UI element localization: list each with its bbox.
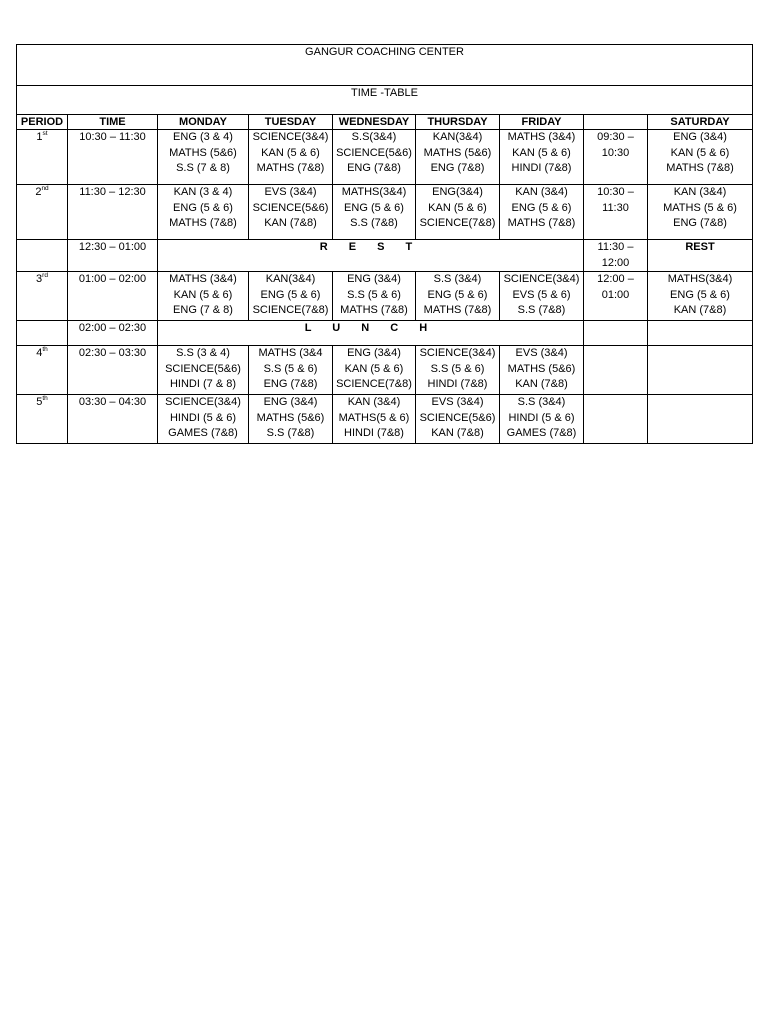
tuesday-cell: MATHS (3&4 S.S (5 & 6) ENG (7&8) xyxy=(249,346,333,395)
saturday-time-cell xyxy=(584,321,648,346)
timetable xyxy=(16,44,753,444)
saturday-cell: ENG (3&4) KAN (5 & 6) MATHS (7&8) xyxy=(648,130,753,185)
header-wednesday: WEDNESDAY xyxy=(333,115,416,130)
saturday-time-cell xyxy=(584,395,648,444)
time-cell: 02:00 – 02:30 xyxy=(68,321,158,346)
header-row xyxy=(17,115,753,130)
friday-cell: S.S (3&4) HINDI (5 & 6) GAMES (7&8) xyxy=(500,395,584,444)
saturday-time-cell: 09:30 – 10:30 xyxy=(584,130,648,185)
header-saturday: SATURDAY xyxy=(648,115,753,130)
friday-cell: SCIENCE(3&4) EVS (5 & 6) S.S (7&8) xyxy=(500,272,584,321)
period-cell xyxy=(17,321,68,346)
tuesday-cell: SCIENCE(3&4) KAN (5 & 6) MATHS (7&8) xyxy=(249,130,333,185)
time-cell: 11:30 – 12:30 xyxy=(68,185,158,240)
saturday-cell: KAN (3&4) MATHS (5 & 6) ENG (7&8) xyxy=(648,185,753,240)
saturday-time-cell xyxy=(584,346,648,395)
wednesday-cell: S.S(3&4) SCIENCE(5&6) ENG (7&8) xyxy=(333,130,416,185)
tuesday-cell: ENG (3&4) MATHS (5&6) S.S (7&8) xyxy=(249,395,333,444)
period-cell: 5th xyxy=(17,395,68,444)
saturday-cell xyxy=(648,321,753,346)
monday-cell: MATHS (3&4) KAN (5 & 6) ENG (7 & 8) xyxy=(158,272,249,321)
table-row xyxy=(17,395,753,444)
wednesday-cell: MATHS(3&4) ENG (5 & 6) S.S (7&8) xyxy=(333,185,416,240)
saturday-time-cell: 11:30 – 12:00 xyxy=(584,240,648,272)
rest-label: R E S T xyxy=(158,240,584,272)
period-cell xyxy=(17,240,68,272)
time-cell: 03:30 – 04:30 xyxy=(68,395,158,444)
header-thursday: THURSDAY xyxy=(416,115,500,130)
thursday-cell: KAN(3&4) MATHS (5&6) ENG (7&8) xyxy=(416,130,500,185)
saturday-cell xyxy=(648,346,753,395)
table-row-rest xyxy=(17,240,753,272)
time-cell: 02:30 – 03:30 xyxy=(68,346,158,395)
page-subtitle: TIME -TABLE xyxy=(17,86,753,115)
table-row xyxy=(17,185,753,240)
period-cell: 3rd xyxy=(17,272,68,321)
header-friday: FRIDAY xyxy=(500,115,584,130)
friday-cell: EVS (3&4) MATHS (5&6) KAN (7&8) xyxy=(500,346,584,395)
header-time: TIME xyxy=(68,115,158,130)
thursday-cell: SCIENCE(3&4) S.S (5 & 6) HINDI (7&8) xyxy=(416,346,500,395)
monday-cell: S.S (3 & 4) SCIENCE(5&6) HINDI (7 & 8) xyxy=(158,346,249,395)
saturday-time-cell: 12:00 – 01:00 xyxy=(584,272,648,321)
period-cell: 4th xyxy=(17,346,68,395)
saturday-cell xyxy=(648,395,753,444)
table-row-lunch xyxy=(17,321,753,346)
wednesday-cell: KAN (3&4) MATHS(5 & 6) HINDI (7&8) xyxy=(333,395,416,444)
tuesday-cell: KAN(3&4) ENG (5 & 6) SCIENCE(7&8) xyxy=(249,272,333,321)
time-cell: 10:30 – 11:30 xyxy=(68,130,158,185)
monday-cell: ENG (3 & 4) MATHS (5&6) S.S (7 & 8) xyxy=(158,130,249,185)
saturday-time-cell: 10:30 – 11:30 xyxy=(584,185,648,240)
thursday-cell: ENG(3&4) KAN (5 & 6) SCIENCE(7&8) xyxy=(416,185,500,240)
friday-cell: MATHS (3&4) KAN (5 & 6) HINDI (7&8) xyxy=(500,130,584,185)
wednesday-cell: ENG (3&4) S.S (5 & 6) MATHS (7&8) xyxy=(333,272,416,321)
header-saturday-time xyxy=(584,115,648,130)
period-cell: 2nd xyxy=(17,185,68,240)
lunch-label: L U N C H xyxy=(158,321,584,346)
table-row xyxy=(17,346,753,395)
tuesday-cell: EVS (3&4) SCIENCE(5&6) KAN (7&8) xyxy=(249,185,333,240)
header-tuesday: TUESDAY xyxy=(249,115,333,130)
thursday-cell: S.S (3&4) ENG (5 & 6) MATHS (7&8) xyxy=(416,272,500,321)
thursday-cell: EVS (3&4) SCIENCE(5&6) KAN (7&8) xyxy=(416,395,500,444)
header-monday: MONDAY xyxy=(158,115,249,130)
time-cell: 01:00 – 02:00 xyxy=(68,272,158,321)
time-cell: 12:30 – 01:00 xyxy=(68,240,158,272)
saturday-rest-label: REST xyxy=(648,240,753,272)
monday-cell: SCIENCE(3&4) HINDI (5 & 6) GAMES (7&8) xyxy=(158,395,249,444)
header-period: PERIOD xyxy=(17,115,68,130)
table-row xyxy=(17,130,753,185)
saturday-cell: MATHS(3&4) ENG (5 & 6) KAN (7&8) xyxy=(648,272,753,321)
friday-cell: KAN (3&4) ENG (5 & 6) MATHS (7&8) xyxy=(500,185,584,240)
page-title: GANGUR COACHING CENTER xyxy=(17,45,753,86)
wednesday-cell: ENG (3&4) KAN (5 & 6) SCIENCE(7&8) xyxy=(333,346,416,395)
monday-cell: KAN (3 & 4) ENG (5 & 6) MATHS (7&8) xyxy=(158,185,249,240)
period-cell: 1st xyxy=(17,130,68,185)
table-row xyxy=(17,272,753,321)
